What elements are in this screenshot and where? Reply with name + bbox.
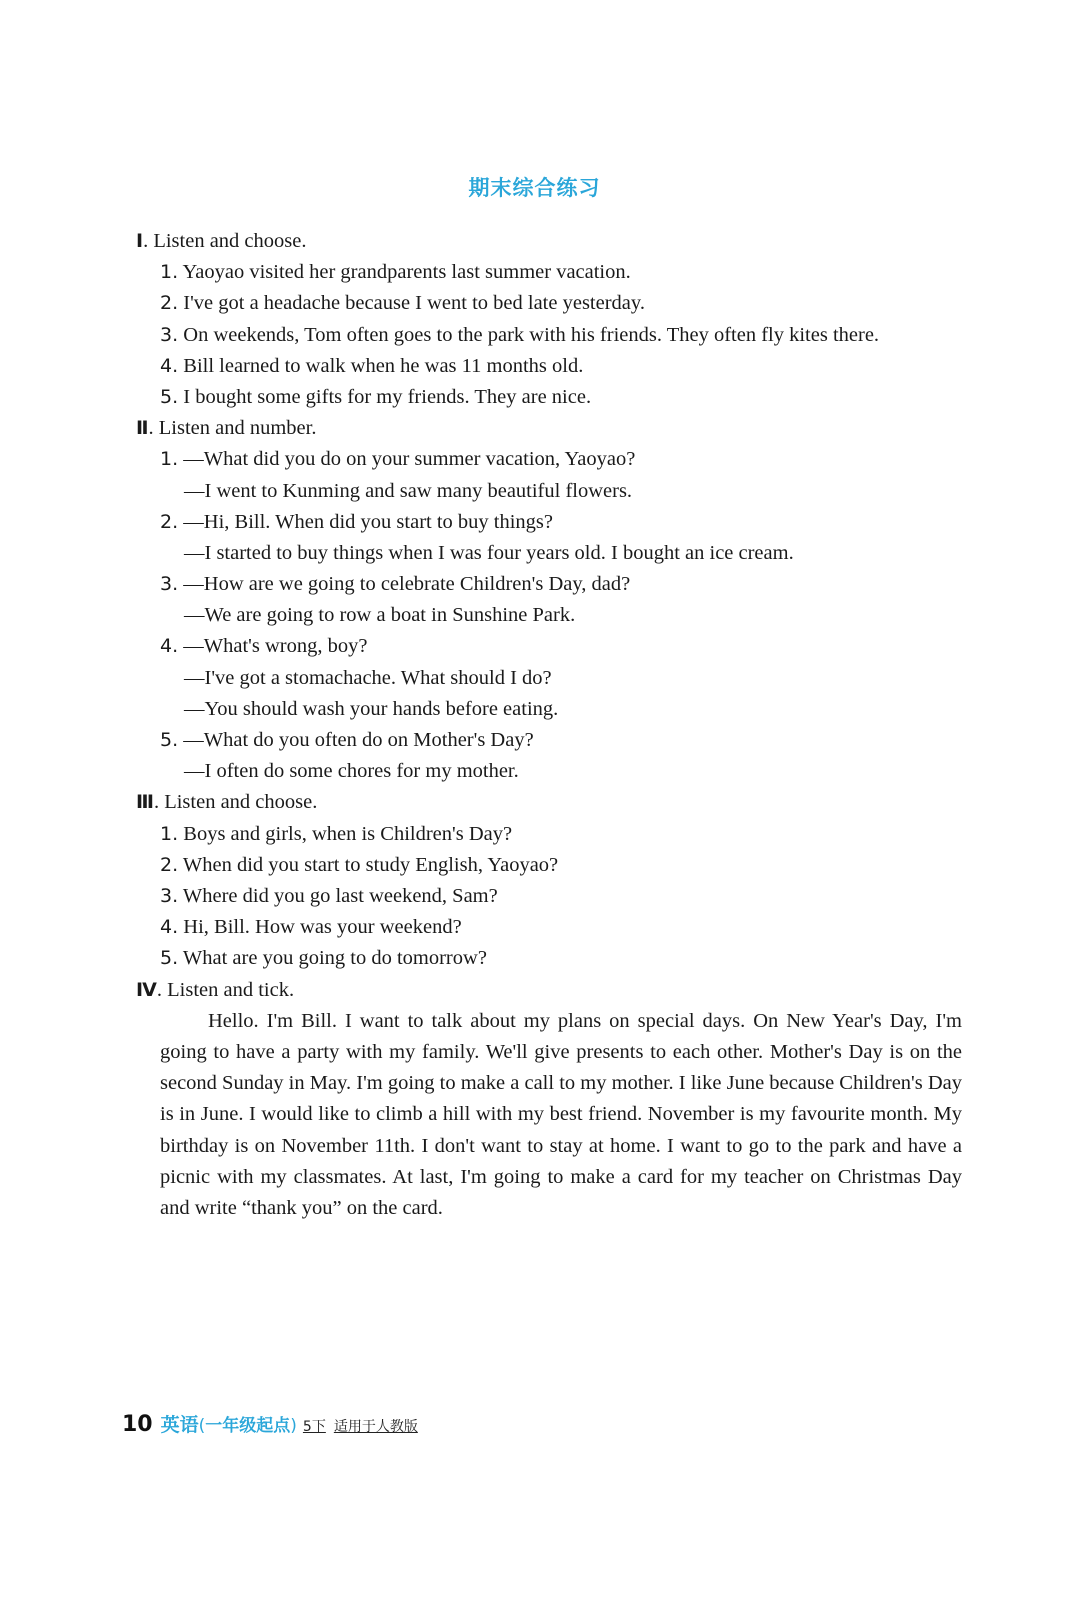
list-item: 3. Where did you go last weekend, Sam? [160,884,498,907]
footer-edition: 适用于人教版 [333,1419,418,1435]
dialogue-line: —I started to buy things when I was four years old. I bought an ice cream. [184,541,794,564]
section-1-roman: Ⅰ [136,230,144,252]
list-item: 1. Yaoyao visited her grandparents last summer vacation. [160,261,631,284]
list-item: 2. When did you start to study English, Yaoyao? [160,853,559,876]
footer-paren-open: ( [198,1416,206,1436]
dialogue-line: 5. —What do you often do on Mother's Day? [160,729,534,751]
section-3-roman: Ⅲ [136,791,154,814]
footer-series: 一年级起点 [205,1416,291,1436]
dialogue-line: 2. —Hi, Bill. When did you start to buy things? [160,510,554,533]
section-1-label: . Listen and choose. [143,230,307,252]
list-item: 5. I bought some gifts for my friends. They are nice. [160,385,592,408]
section-4-roman: Ⅳ [136,978,157,1001]
footer-paren-close: ) [290,1416,297,1436]
dialogue-line: —We are going to row a boat in Sunshine Park. [184,604,576,627]
section-2-roman: Ⅱ [136,417,149,440]
section-2-label: . Listen and number. [148,417,317,440]
footer-subject: 英语 [160,1414,199,1436]
dialogue-line: 1. —What did you do on your summer vacation, Yaoyao? [160,448,636,471]
dialogue-line: 3. —How are we going to celebrate Children's Day, dad? [160,573,631,596]
dialogue-line: 4. —What's wrong, boy? [160,635,368,658]
section-1-heading [136,226,962,257]
section-4-label: . Listen and tick. [156,978,295,1001]
listening-passage [136,1006,962,1224]
list-item: 4. Bill learned to walk when he was 11 months old. [160,354,584,377]
list-item: 5. What are you going to do tomorrow? [160,947,487,970]
list-item: 1. Boys and girls, when is Children's Day? [160,822,513,845]
dialogue-line: —You should wash your hands before eating. [184,697,559,720]
page-number: 10 [122,1412,153,1437]
section-4-heading [136,975,962,1006]
section-2-heading [136,413,962,444]
dialogue-line: —I've got a stomachache. What should I do? [184,666,552,689]
exercise-content [136,226,962,1224]
passage-text: Hello. I'm Bill. I want to talk about my plans on special days. On New Year's Day, I'm going to have a party with my family. We'll give presents to each other. Mother's Day is on the second Sunday in May. I'm going to make a call to my mother. I like June because Children's Day is in June. I would like to climb a hill with my best friend. November is my favourite month. My birthday is on November 11th. I don't want to stay at home. I want to go to the park and have a picnic with my classmates. At last, I'm going to make a card for my teacher on Christmas Day and write “thank you” on the card. [160,1009,962,1219]
list-item: 2. I've got a headache because I went to bed late yesterday. [160,292,645,315]
list-item: 4. Hi, Bill. How was your weekend? [160,916,462,939]
page-footer [122,1410,418,1437]
dialogue-line: —I often do some chores for my mother. [184,760,519,783]
list-item: 3. On weekends, Tom often goes to the park with his friends. They often fly kites there. [160,323,880,346]
footer-grade: 5下 [302,1419,326,1435]
page-title: 期末综合练习 [468,176,601,200]
dialogue-line: —I went to Kunming and saw many beautiful flowers. [184,479,633,502]
section-3-label: . Listen and choose. [153,791,318,814]
section-3-heading [136,787,962,818]
